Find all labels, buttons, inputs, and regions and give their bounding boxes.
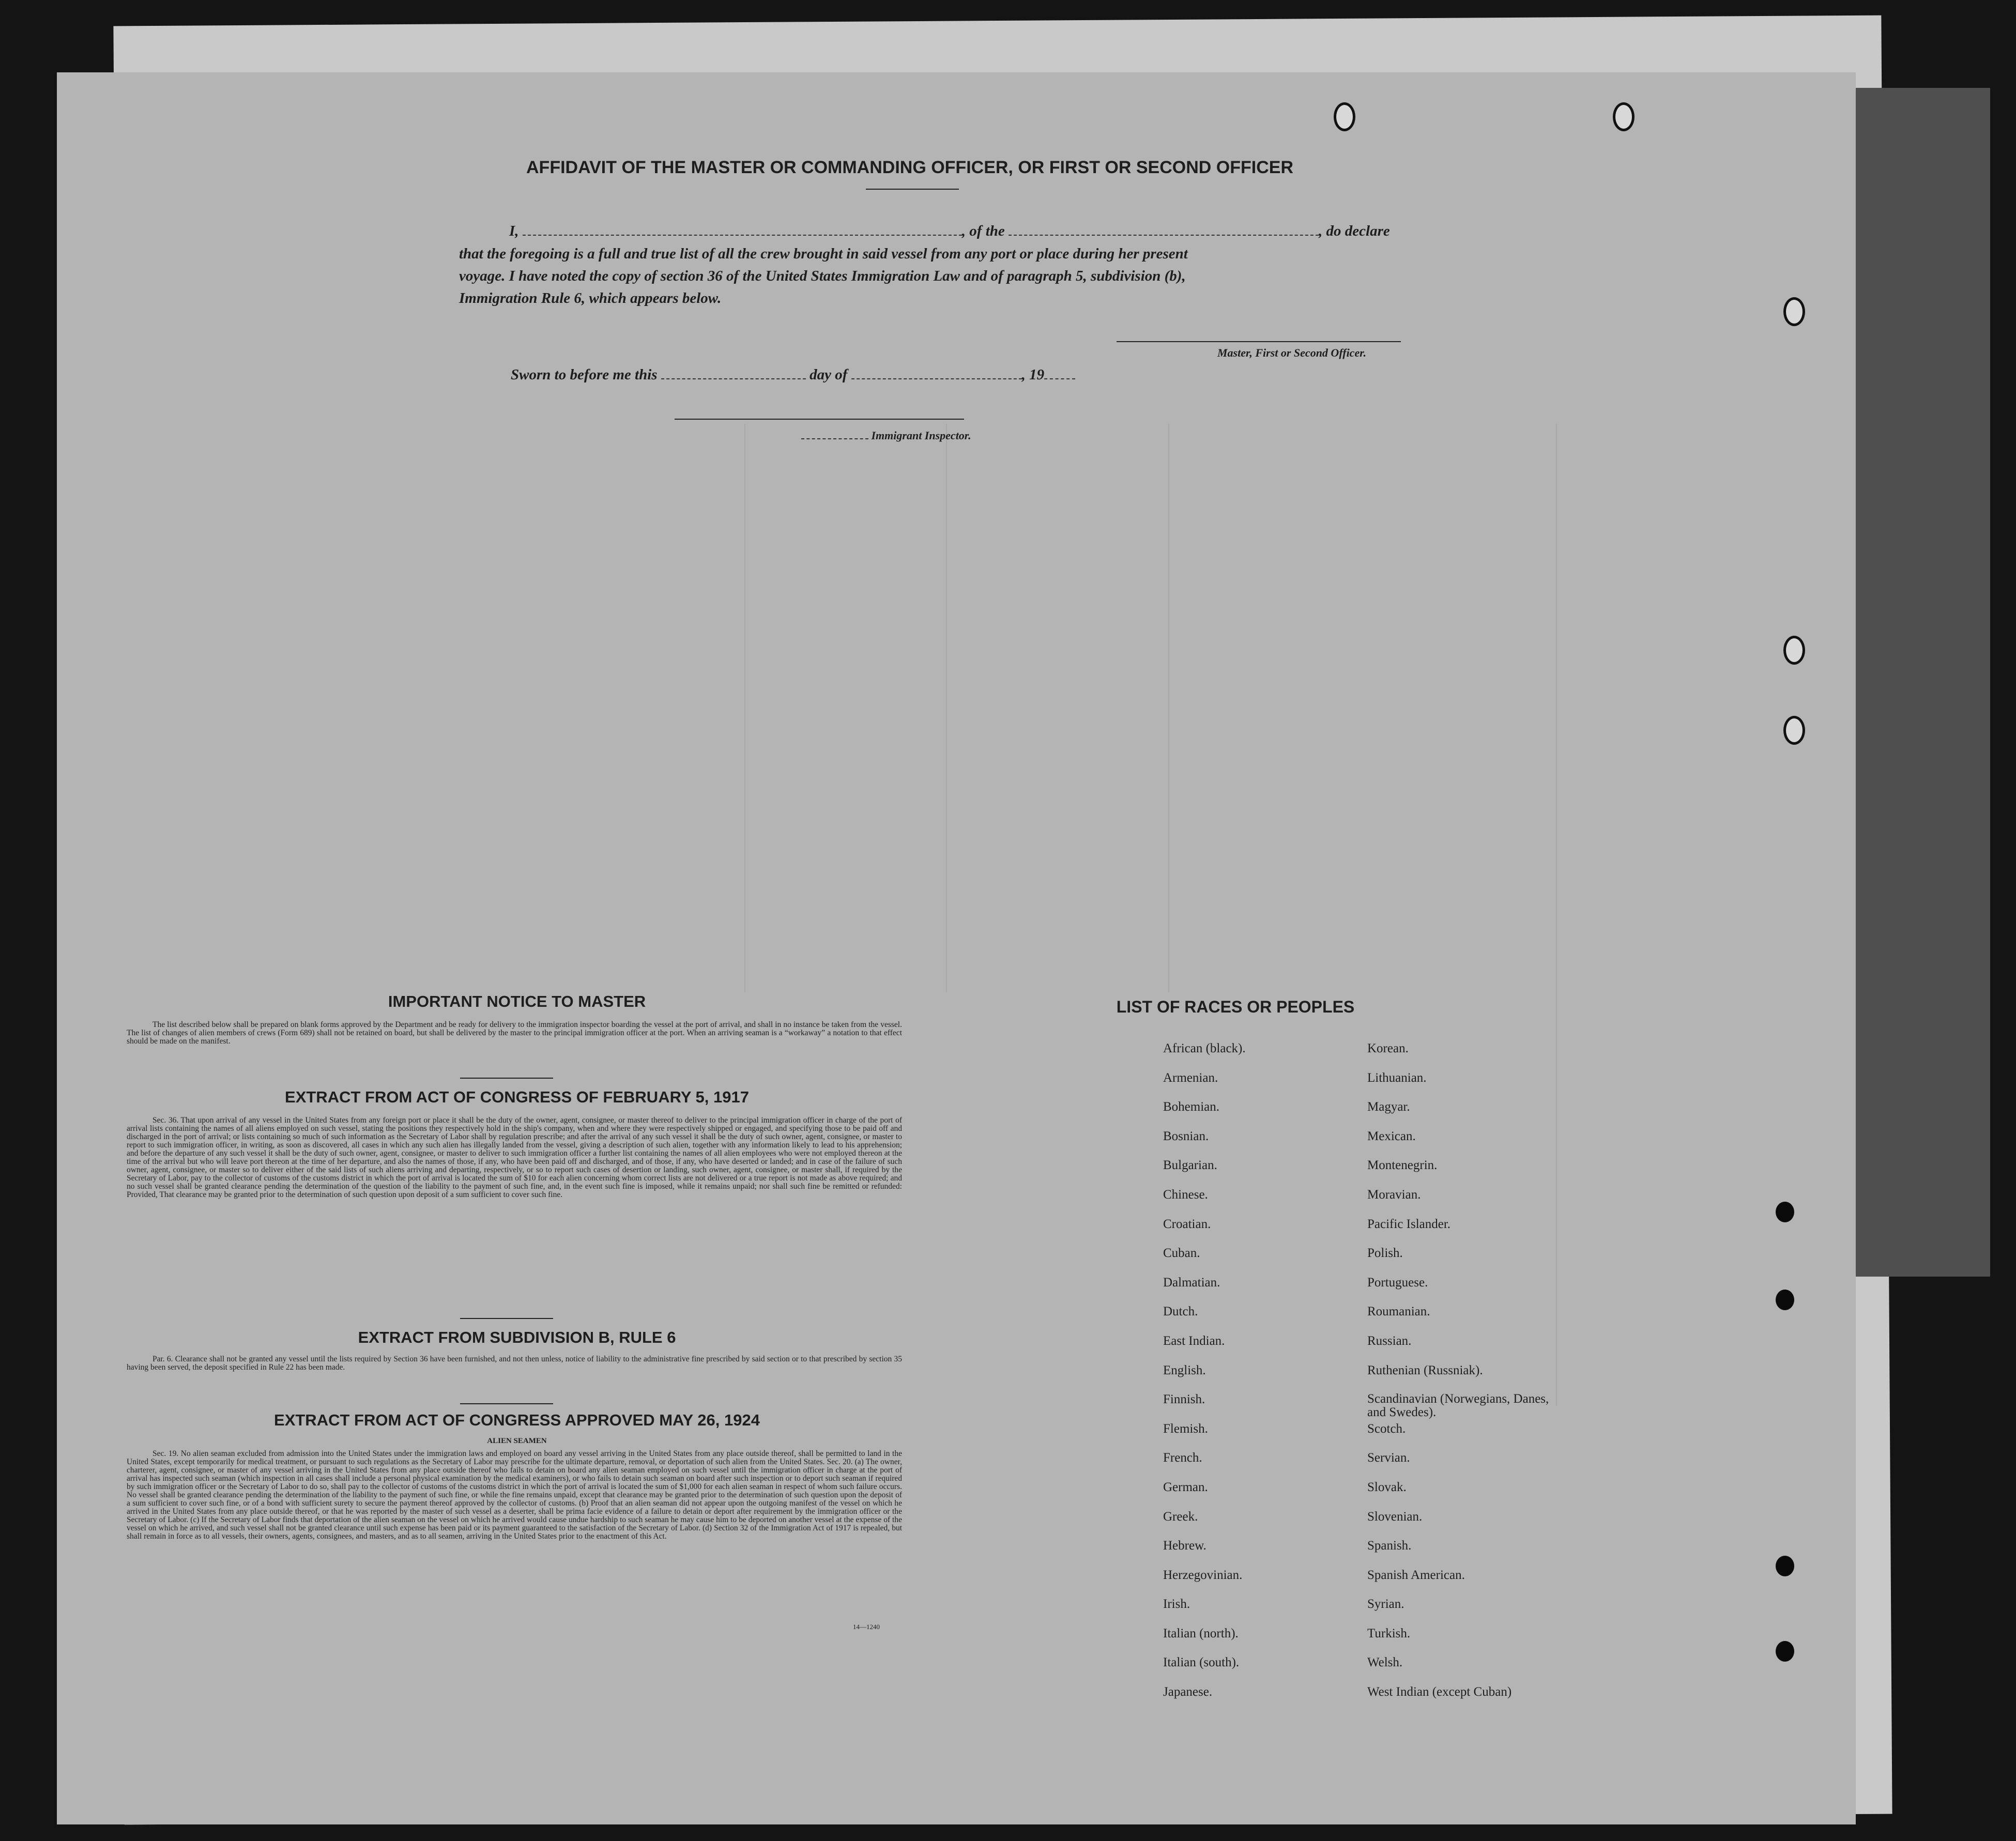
race-item: Mexican. — [1367, 1129, 1416, 1143]
race-item: Croatian. — [1163, 1217, 1211, 1231]
race-item: Moravian. — [1367, 1187, 1421, 1202]
affidavit-line-3: voyage. I have noted the copy of section 36 of the United States Immigration Law and of paragraph 5, subdivision (b), — [459, 268, 1186, 284]
punch-dot — [1776, 1202, 1794, 1222]
race-item: Finnish. — [1163, 1392, 1205, 1407]
race-item: Armenian. — [1163, 1070, 1218, 1085]
punch-hole — [1334, 102, 1355, 131]
race-item: Dalmatian. — [1163, 1275, 1220, 1290]
race-item: Scotch. — [1367, 1421, 1406, 1436]
race-item: French. — [1163, 1451, 1202, 1465]
punch-hole — [1613, 102, 1635, 131]
race-item: Magyar. — [1367, 1100, 1410, 1114]
race-item: Korean. — [1367, 1041, 1409, 1055]
bleed-through-column — [744, 424, 745, 992]
race-item: German. — [1163, 1480, 1208, 1494]
race-item: Russian. — [1367, 1333, 1412, 1348]
race-item: Flemish. — [1163, 1421, 1208, 1436]
extract-1924-text: Sec. 19. No alien seaman excluded from admission into the United States under the immigration laws and employed on board any vessel arriving in the United States from any place outside thereof, shall be permitted to land in the United States, except temporarily for medical treatment, or pursuant to such regulations as the Secretary of Labor may prescribe for the ultimate departure, removal, or deportation of such alien from the United States. Sec. 20. (a) The owner, charterer, agent, consignee, or master of any vessel arriving in the United States from any place outside thereof who fails to detain on board any alien seaman employed on such vessel until the immigration officer in charge at the port of arrival has inspected such seaman (which inspection in all cases shall include a personal physical examination by the medical examiners), or who fails to detain such seaman on board after such inspection or to deport such seaman if required by such immigration officer or the Secretary of Labor to do so, shall pay to the collector of customs of the customs district in which the port of arrival is located the sum of $1,000 for each alien seaman in respect of whom such failure occurs. No vessel shall be granted clearance pending the determination of the liability to the payment of such fine, or while the fine remains unpaid, except that clearance may be granted prior to the determination of such question upon the deposit of a sum sufficient to cover such fine, or of a bond with sufficient surety to secure the payment thereof approved by the collector of customs. (b) Proof that an alien seaman did not appear upon the outgoing manifest of the vessel on which he arrived in the United States from any place outside thereof, or that he was reported by the master of such vessel as a deserter, shall be prima facie evidence of a failure to detain or deport after requirement by the immigration officer or the Secretary of Labor. (c) If the Secretary of Labor finds that deportation of the alien seaman on the vessel on which he arrived would cause undue hardship to such seaman he may cause him to be deported on another vessel at the expense of the vessel on which he arrived, and such vessel shall not be granted clearance until such expense has been paid or its payment guaranteed to the satisfaction of the Secretary of Labor. (d) Section 32 of the Immigration Act of 1917 is repealed, but shall remain in force as to all vessels, their owners, agents, consignees, and masters, and as to all seamen, arriving in the United States prior to the enactment of this Act. — [127, 1449, 902, 1541]
race-item: West Indian (except Cuban) — [1367, 1685, 1512, 1699]
race-item: Herzegovinian. — [1163, 1568, 1243, 1582]
race-item: Chinese. — [1163, 1187, 1208, 1202]
bleed-through-column — [1168, 424, 1169, 992]
race-item: Syrian. — [1367, 1597, 1404, 1612]
race-item: Servian. — [1367, 1451, 1410, 1465]
divider — [460, 1318, 553, 1319]
punch-hole — [1783, 297, 1805, 326]
punch-hole — [1783, 636, 1805, 665]
race-item: Pacific Islander. — [1367, 1217, 1451, 1231]
race-item: Portuguese. — [1367, 1275, 1428, 1290]
race-item: Roumanian. — [1367, 1305, 1430, 1319]
race-item: Montenegrin. — [1367, 1158, 1438, 1173]
notice-text: The list described below shall be prepared on blank forms approved by the Department and be ready for delivery to the immigration inspector boarding the vessel at the port of arrival, and shall in no instance be taken from the vessel. The list of changes of alien members of crews (Form 689) shall not be retained on board, but shall be delivered by the master to the principal immigration officer at the port. When an arriving seaman is a “workaway” a notation to that effect should be made on the manifest. — [127, 1020, 902, 1046]
divider — [460, 1078, 553, 1079]
race-item: Lithuanian. — [1367, 1070, 1427, 1085]
race-item: Japanese. — [1163, 1685, 1213, 1699]
race-item: Turkish. — [1367, 1626, 1411, 1640]
race-item: Scandinavian (Norwegians, Danes, and Swedes). — [1367, 1392, 1549, 1420]
race-item: Italian (south). — [1163, 1655, 1240, 1670]
bleed-through-column — [1556, 424, 1660, 1406]
race-item: Polish. — [1367, 1246, 1403, 1261]
race-item: Italian (north). — [1163, 1626, 1239, 1640]
master-signature-line[interactable] — [1117, 341, 1401, 342]
year-blank[interactable] — [1044, 366, 1075, 379]
race-item: Ruthenian (Russniak). — [1367, 1363, 1483, 1377]
race-item: Bulgarian. — [1163, 1158, 1217, 1173]
race-item: Irish. — [1163, 1597, 1190, 1612]
extract-1924-title: EXTRACT FROM ACT OF CONGRESS APPROVED MAY 26, 1924 — [274, 1411, 760, 1429]
title-divider — [866, 189, 959, 190]
notice-title: IMPORTANT NOTICE TO MASTER — [388, 992, 646, 1010]
alien-seamen-subtitle: ALIEN SEAMEN — [487, 1437, 547, 1445]
punch-dot — [1776, 1556, 1794, 1576]
extract-rule6-text: Par. 6. Clearance shall not be granted any vessel until the lists required by Section 36 have been furnished, and not then unless, notice of liability to the administrative fine prescribed by said section or to that prescribed by section 35 having been served, the deposit specified in Rule 22 has been made. — [127, 1355, 902, 1372]
inspector-signature-line[interactable] — [675, 419, 964, 420]
race-item: Hebrew. — [1163, 1539, 1206, 1553]
punch-dot — [1776, 1290, 1794, 1310]
race-item: African (black). — [1163, 1041, 1246, 1055]
races-title: LIST OF RACES OR PEOPLES — [1116, 998, 1355, 1016]
underlying-sheet-edge — [1835, 88, 1990, 1277]
race-item: Welsh. — [1367, 1655, 1403, 1670]
month-blank[interactable] — [851, 366, 1022, 379]
race-item: English. — [1163, 1363, 1206, 1377]
races-right-column — [1367, 1041, 1553, 1714]
race-item: Cuban. — [1163, 1246, 1200, 1261]
sworn-line: Sworn to before me this day of , 19 — [511, 366, 1075, 383]
divider — [460, 1403, 553, 1404]
punch-dot — [1776, 1641, 1794, 1662]
race-item: Slovenian. — [1367, 1509, 1423, 1524]
inspector-line: Immigrant Inspector. — [801, 429, 971, 442]
races-left-column — [1163, 1041, 1246, 1714]
race-item: Greek. — [1163, 1509, 1198, 1524]
race-item: Slovak. — [1367, 1480, 1407, 1494]
race-item: East Indian. — [1163, 1333, 1225, 1348]
affidavit-line-2: that the foregoing is a full and true list of all the crew brought in said vessel from any port or place during her present — [459, 246, 1188, 262]
bleed-through-column — [946, 424, 947, 992]
day-blank[interactable] — [661, 366, 806, 379]
affidavit-line-4: Immigration Rule 6, which appears below. — [459, 290, 722, 306]
race-item: Spanish American. — [1367, 1568, 1465, 1582]
race-item: Bosnian. — [1163, 1129, 1209, 1143]
form-number: 14—1240 — [853, 1623, 880, 1631]
race-item: Dutch. — [1163, 1305, 1198, 1319]
name-blank[interactable] — [523, 222, 962, 236]
race-item: Spanish. — [1367, 1539, 1412, 1553]
extract-1917-title: EXTRACT FROM ACT OF CONGRESS OF FEBRUARY 5, 1917 — [285, 1088, 749, 1106]
master-label: Master, First or Second Officer. — [1217, 346, 1367, 359]
affidavit-title: AFFIDAVIT OF THE MASTER OR COMMANDING OFFICER, OR FIRST OR SECOND OFFICER — [526, 158, 1293, 177]
punch-hole — [1783, 716, 1805, 745]
vessel-blank[interactable] — [1009, 222, 1319, 236]
affidavit-line-1: I, , of the , do declare — [509, 223, 1390, 239]
race-item: Bohemian. — [1163, 1100, 1220, 1114]
affidavit-page — [57, 72, 1856, 1824]
extract-rule6-title: EXTRACT FROM SUBDIVISION B, RULE 6 — [358, 1328, 676, 1346]
extract-1917-text: Sec. 36. That upon arrival of any vessel in the United States from any foreign port or place it shall be the duty of the owner, agent, consignee, or master thereof to deliver to the principal immigration officer in charge of the port of arrival lists containing the names of all aliens employed on such vessel, stating the positions they respectively hold in the ship's company, when and where they were respectively shipped or engaged, and specifying those to be paid off and discharged in the port of arrival; or lists containing so much of such information as the Secretary of Labor shall by regulation prescribe; and after the arrival of any such vessel it shall be the duty of such owner, agent, consignee, or master to report to such immigration officer, in writing, as soon as discovered, all cases in which any such alien has illegally landed from the vessel, giving a description of such alien, together with any information likely to lead to his apprehension; and before the departure of any such vessel it shall be the duty of such owner, agent, consignee, or master to deliver to such immigration officer a further list containing the names of all alien employees who were not employed thereon at the time of the arrival but who will leave port thereon at the time of her departure, and also the names of those, if any, who have been paid off and discharged, and of those, if any, who have deserted or landed; and in case of the failure of such owner, agent, consignee, or master so to deliver either of the said lists of such aliens arriving and departing, respectively, or so to report such cases of desertion or landing, such owner, agent, consignee, or master shall, if required by the Secretary of Labor, pay to the collector of customs of the customs district in which the port of arrival is located the sum of $10 for each alien concerning whom correct lists are not delivered or a true report is not made as above required; and no such vessel shall be granted clearance pending the determination of the question of the liability to the payment of such fine, and, in the event such fine is imposed, while it remains unpaid; nor shall such fine be remitted or refunded: Provided, That clearance may be granted prior to the determination of such question upon deposit of a sum sufficient to cover such fine. — [127, 1116, 902, 1199]
